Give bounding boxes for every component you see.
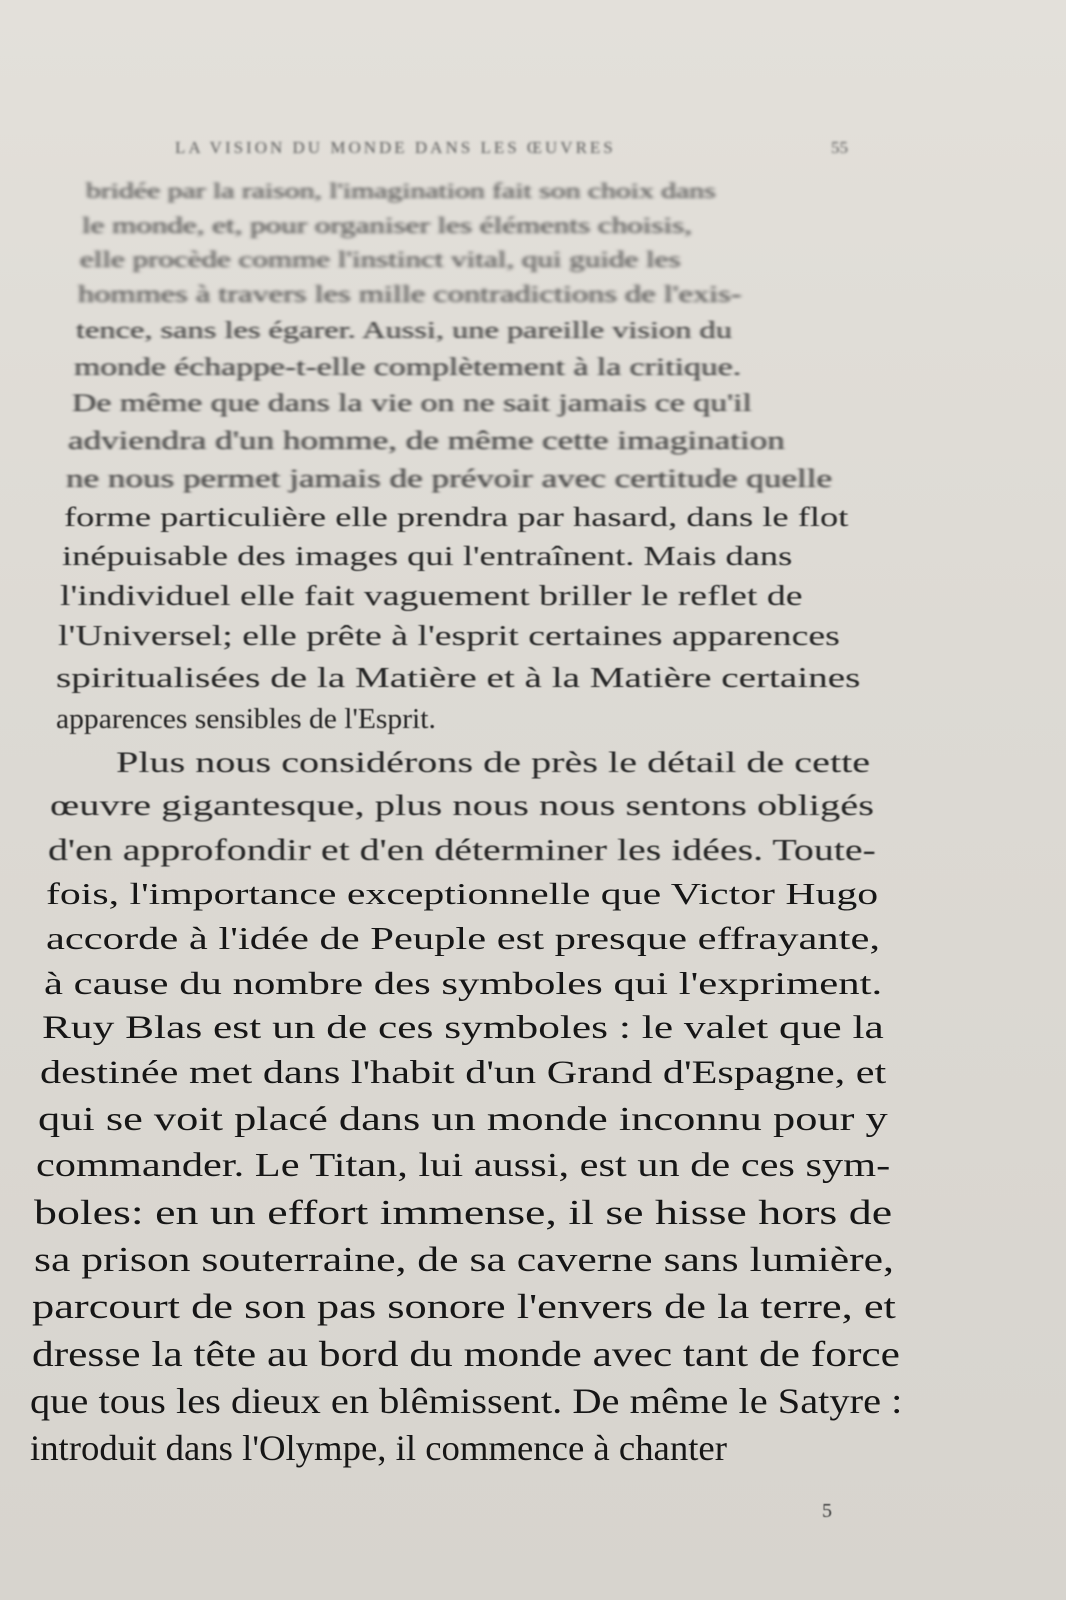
text-line: l'individuel elle fait vaguement briller le reflet de — [60, 581, 803, 612]
text-line: apparences sensibles de l'Esprit. — [56, 703, 436, 735]
text-line: parcourt de son pas sonore l'envers de la terre, et — [32, 1287, 896, 1326]
text-line: d'en approfondir et d'en déterminer les idées. Toute- — [48, 832, 876, 867]
text-line: le monde, et, pour organiser les éléments choisis, — [82, 213, 692, 238]
text-line: fois, l'importance exceptionnelle que Victor Hugo — [46, 876, 879, 911]
text-line: Plus nous considérons de près le détail de cette — [116, 746, 871, 779]
text-line: l'Universel; elle prête à l'esprit certaines apparences — [58, 621, 840, 652]
text-line: forme particulière elle prendra par hasard, dans le flot — [64, 502, 849, 532]
text-line: inépuisable des images qui l'entraînent. Mais dans — [62, 541, 793, 571]
text-line: De même que dans la vie on ne sait jamais ce qu'il — [72, 390, 752, 417]
text-line: introduit dans l'Olympe, il commence à chanter — [30, 1428, 727, 1468]
signature-mark: 5 — [822, 1500, 832, 1522]
text-line: accorde à l'idée de Peuple est presque effrayante, — [46, 920, 881, 956]
text-line: adviendra d'un homme, de même cette imagination — [68, 426, 785, 455]
running-head-page-number: 55 — [831, 138, 848, 157]
text-line: spiritualisées de la Matière et à la Matière certaines — [56, 662, 861, 694]
text-line: commander. Le Titan, lui aussi, est un de ces sym- — [36, 1147, 891, 1184]
text-line: hommes à travers les mille contradictions de l'exis- — [78, 282, 742, 308]
text-line: tence, sans les égarer. Aussi, une pareille vision du — [76, 318, 732, 344]
running-head — [175, 138, 848, 162]
text-line: qui se voit placé dans un monde inconnu pour y — [38, 1101, 888, 1138]
text-line: dresse la tête au bord du monde avec tant de force — [32, 1334, 900, 1374]
text-line: sa prison souterraine, de sa caverne sans lumière, — [34, 1240, 894, 1279]
text-line: destinée met dans l'habit d'un Grand d'Espagne, et — [40, 1055, 887, 1091]
text-line: bridée par la raison, l'imagination fait son choix dans — [86, 178, 716, 203]
text-line: œuvre gigantesque, plus nous nous sentons obligés — [50, 789, 874, 822]
text-line: boles: en un effort immense, il se hisse hors de — [34, 1193, 893, 1232]
text-line: monde échappe-t-elle complètement à la critique. — [74, 354, 742, 381]
text-line: à cause du nombre des symboles qui l'expriment. — [44, 965, 883, 1001]
text-line: Ruy Blas est un de ces symboles : le valet que la — [42, 1010, 884, 1046]
text-line: elle procède comme l'instinct vital, qui guide les — [80, 247, 681, 272]
text-line: ne nous permet jamais de prévoir avec certitude quelle — [66, 464, 833, 493]
text-line: que tous les dieux en blêmissent. De même le Satyre : — [30, 1381, 903, 1421]
running-head-title: LA VISION DU MONDE DANS LES ŒUVRES — [175, 138, 616, 157]
